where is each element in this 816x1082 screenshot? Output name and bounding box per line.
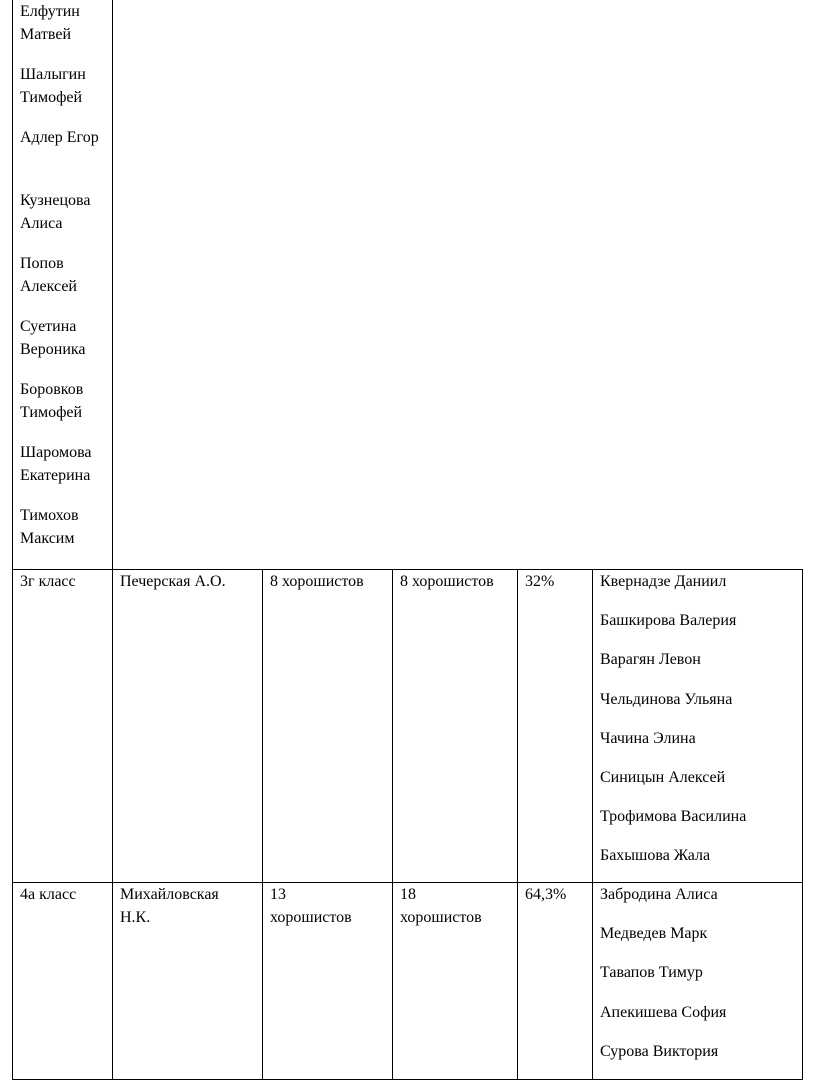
column-divider-2 bbox=[262, 569, 263, 1080]
teacher-cell: Печерская А.О. bbox=[120, 573, 226, 590]
student-name: Попов Алексей bbox=[20, 255, 77, 295]
student-name: Чачина Элина bbox=[600, 729, 696, 747]
student-name: Шаромова Екатерина bbox=[20, 444, 92, 484]
student-name: Тимохов Максим bbox=[20, 507, 79, 547]
student-name: Чельдинова Ульяна bbox=[600, 690, 733, 708]
count-a-cell: 13 хорошистов bbox=[270, 886, 352, 926]
student-name: Бахышова Жала bbox=[600, 847, 711, 865]
class-name-cell: 3г класс bbox=[20, 573, 76, 590]
student-list bbox=[600, 570, 800, 884]
student-name: Сурова Виктория bbox=[600, 1042, 719, 1060]
percent-cell: 32% bbox=[525, 573, 555, 590]
column-divider-5 bbox=[592, 569, 593, 1080]
student-name: Варагян Левон bbox=[600, 651, 701, 669]
continued-student-list bbox=[20, 0, 110, 567]
student-name: Шалыгин Тимофей bbox=[20, 66, 86, 106]
count-b-cell: 8 хорошистов bbox=[400, 573, 494, 590]
student-list bbox=[600, 883, 800, 1079]
teacher-cell: Михайловская Н.К. bbox=[120, 886, 219, 926]
first-row-column-divider bbox=[112, 0, 113, 570]
student-name: Суетина Вероника bbox=[20, 318, 86, 358]
student-name: Забродина Алиса bbox=[600, 886, 718, 903]
student-name: Елфутин Матвей bbox=[20, 3, 80, 43]
table-border-bottom bbox=[12, 1079, 803, 1080]
student-name: Башкирова Валерия bbox=[600, 612, 737, 630]
table-border-left bbox=[12, 0, 13, 1080]
count-a-cell: 8 хорошистов bbox=[270, 573, 364, 590]
percent-cell: 64,3% bbox=[525, 886, 567, 903]
column-divider-4 bbox=[517, 569, 518, 1080]
student-name: Адлер Егор bbox=[20, 129, 99, 146]
count-b-cell: 18 хорошистов bbox=[400, 886, 482, 926]
table-border-right bbox=[802, 569, 803, 1080]
student-name: Медведев Марк bbox=[600, 925, 708, 943]
student-name: Тавапов Тимур bbox=[600, 964, 703, 982]
class-name-cell: 4а класс bbox=[20, 886, 77, 903]
student-name: Боровков Тимофей bbox=[20, 381, 84, 421]
student-name: Трофимова Василина bbox=[600, 808, 747, 826]
student-name: Квернадзе Даниил bbox=[600, 573, 727, 590]
column-divider-1 bbox=[112, 569, 113, 1080]
column-divider-3 bbox=[392, 569, 393, 1080]
student-name: Апекишева София bbox=[600, 1003, 727, 1021]
student-name: Синицын Алексей bbox=[600, 768, 726, 786]
student-name: Кузнецова Алиса bbox=[20, 192, 91, 232]
